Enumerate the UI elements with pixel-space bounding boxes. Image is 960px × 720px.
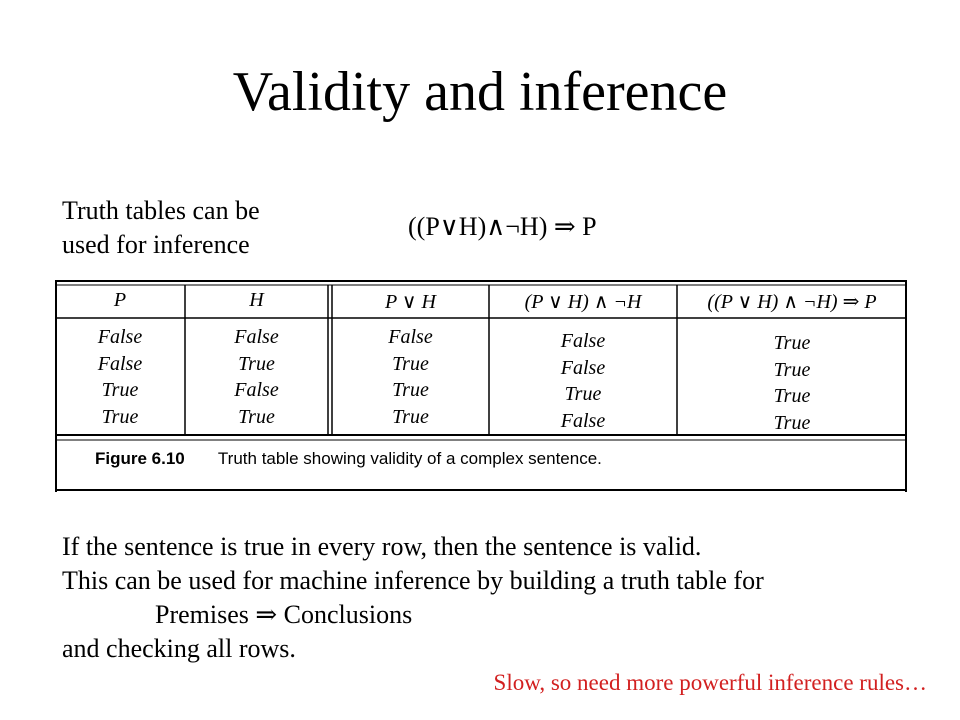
intro-text bbox=[62, 194, 260, 262]
cell-value: True bbox=[392, 405, 429, 428]
slide-title: Validity and inference bbox=[232, 61, 728, 123]
red-note: Slow, so need more powerful inference rules… bbox=[493, 670, 927, 695]
formula: ((P∨H)∧¬H) ⇒ P bbox=[408, 212, 597, 241]
explanation-paragraph bbox=[62, 530, 764, 666]
column-p-or-h bbox=[332, 324, 489, 430]
paragraph-line-3: Premises ⇒ Conclusions bbox=[155, 600, 413, 629]
cell-value: False bbox=[388, 326, 433, 348]
cell-value: False bbox=[97, 352, 143, 375]
cell-value: True bbox=[773, 332, 811, 354]
intro-line-2: used for inference bbox=[62, 230, 250, 259]
column-p bbox=[55, 324, 185, 430]
cell-value: False bbox=[560, 356, 606, 379]
cell-value: True bbox=[773, 411, 811, 434]
column-h bbox=[185, 324, 328, 430]
cell-value: False bbox=[234, 326, 279, 348]
header-p-or-h: P ∨ H bbox=[385, 291, 436, 313]
cell-value: False bbox=[560, 409, 606, 432]
column-implication bbox=[677, 330, 907, 436]
cell-value: True bbox=[392, 352, 429, 375]
paragraph-line-1: If the sentence is true in every row, then the sentence is valid. bbox=[62, 532, 702, 561]
figure-number: Figure 6.10 bbox=[95, 449, 185, 468]
cell-value: True bbox=[773, 358, 811, 381]
header-h: H bbox=[249, 289, 264, 311]
cell-value: True bbox=[773, 385, 811, 407]
cell-value: False bbox=[97, 326, 143, 348]
truth-table-figure bbox=[55, 280, 907, 492]
cell-value: True bbox=[564, 383, 602, 405]
cell-value: True bbox=[238, 405, 275, 428]
header-implication: ((P ∨ H) ∧ ¬H) ⇒ P bbox=[707, 291, 877, 313]
cell-value: False bbox=[234, 379, 279, 401]
cell-value: False bbox=[560, 330, 606, 352]
figure-caption bbox=[95, 449, 602, 469]
column-p-or-h-and-not-h bbox=[489, 328, 677, 434]
header-p: P bbox=[113, 289, 127, 311]
paragraph-line-4: and checking all rows. bbox=[62, 634, 296, 663]
figure-caption-text: Truth table showing validity of a complex sentence. bbox=[217, 449, 602, 468]
header-p-or-h-and-not-h: (P ∨ H) ∧ ¬H bbox=[524, 291, 642, 313]
cell-value: True bbox=[101, 405, 139, 428]
intro-line-1: Truth tables can be bbox=[62, 196, 260, 225]
paragraph-line-2: This can be used for machine inference by building a truth table for bbox=[62, 566, 764, 595]
cell-value: True bbox=[392, 379, 429, 401]
cell-value: True bbox=[101, 379, 139, 401]
cell-value: True bbox=[238, 352, 275, 375]
